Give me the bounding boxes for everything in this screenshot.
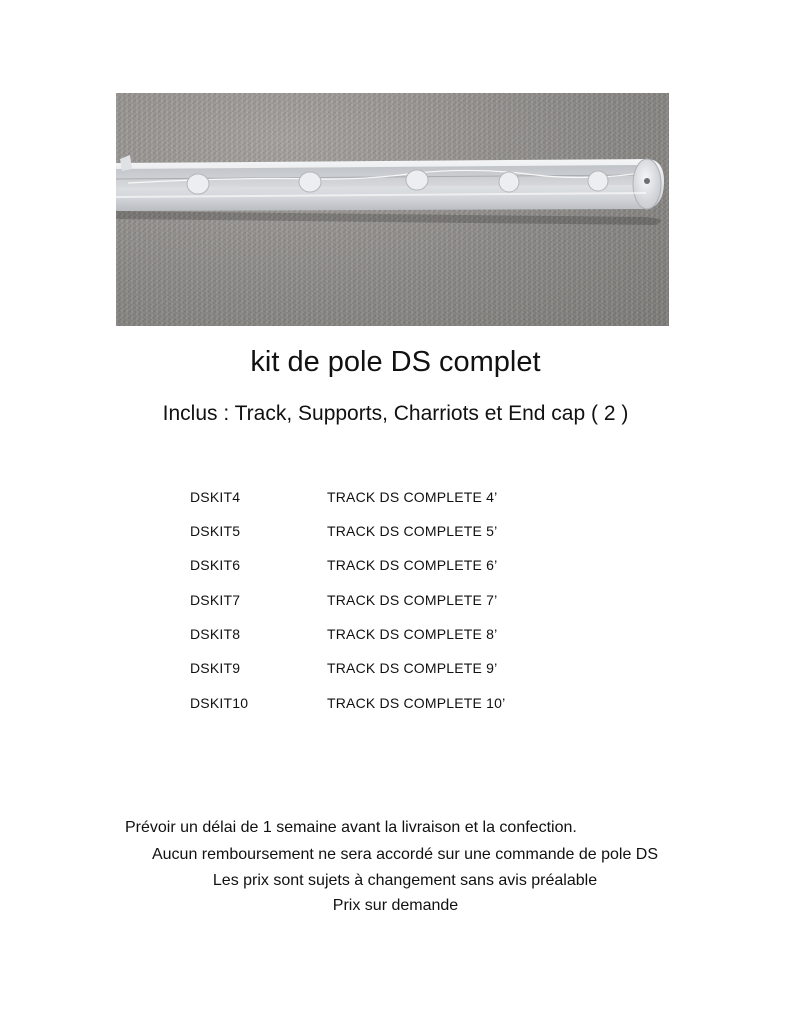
- delay-note: Prévoir un délai de 1 semaine avant la livraison et la confection.: [125, 819, 577, 836]
- kit-row: [0, 656, 791, 680]
- pole-track-illustration: [116, 93, 669, 326]
- kit-row: [0, 519, 791, 543]
- kit-code: DSKIT4: [190, 489, 241, 505]
- kit-code: DSKIT9: [190, 660, 241, 676]
- kit-row: [0, 588, 791, 612]
- price-change-note: Les prix sont sujets à changement sans avis préalable: [212, 872, 598, 889]
- kit-description: TRACK DS COMPLETE 7’: [327, 592, 498, 608]
- kit-row: [0, 553, 791, 577]
- kit-code: DSKIT10: [190, 695, 249, 711]
- kit-description: TRACK DS COMPLETE 4’: [327, 489, 498, 505]
- kit-code: DSKIT6: [190, 557, 241, 573]
- kit-description: TRACK DS COMPLETE 5’: [327, 523, 498, 539]
- kit-description: TRACK DS COMPLETE 10’: [327, 695, 506, 711]
- kit-row: [0, 485, 791, 509]
- product-title: kit de pole DS complet: [250, 346, 541, 378]
- kit-description: TRACK DS COMPLETE 6’: [327, 557, 498, 573]
- kit-description: TRACK DS COMPLETE 8’: [327, 626, 498, 642]
- price-on-request-note: Prix sur demande: [332, 897, 459, 914]
- product-photo: [116, 93, 669, 326]
- kit-row: [0, 691, 791, 715]
- includes-text: Inclus : Track, Supports, Charriots et End cap ( 2 ): [162, 402, 629, 425]
- kit-code: DSKIT7: [190, 592, 241, 608]
- kit-code: DSKIT8: [190, 626, 241, 642]
- refund-note: Aucun remboursement ne sera accordé sur une commande de pole DS: [151, 846, 659, 863]
- kit-code: DSKIT5: [190, 523, 241, 539]
- kit-row: [0, 622, 791, 646]
- kit-description: TRACK DS COMPLETE 9’: [327, 660, 498, 676]
